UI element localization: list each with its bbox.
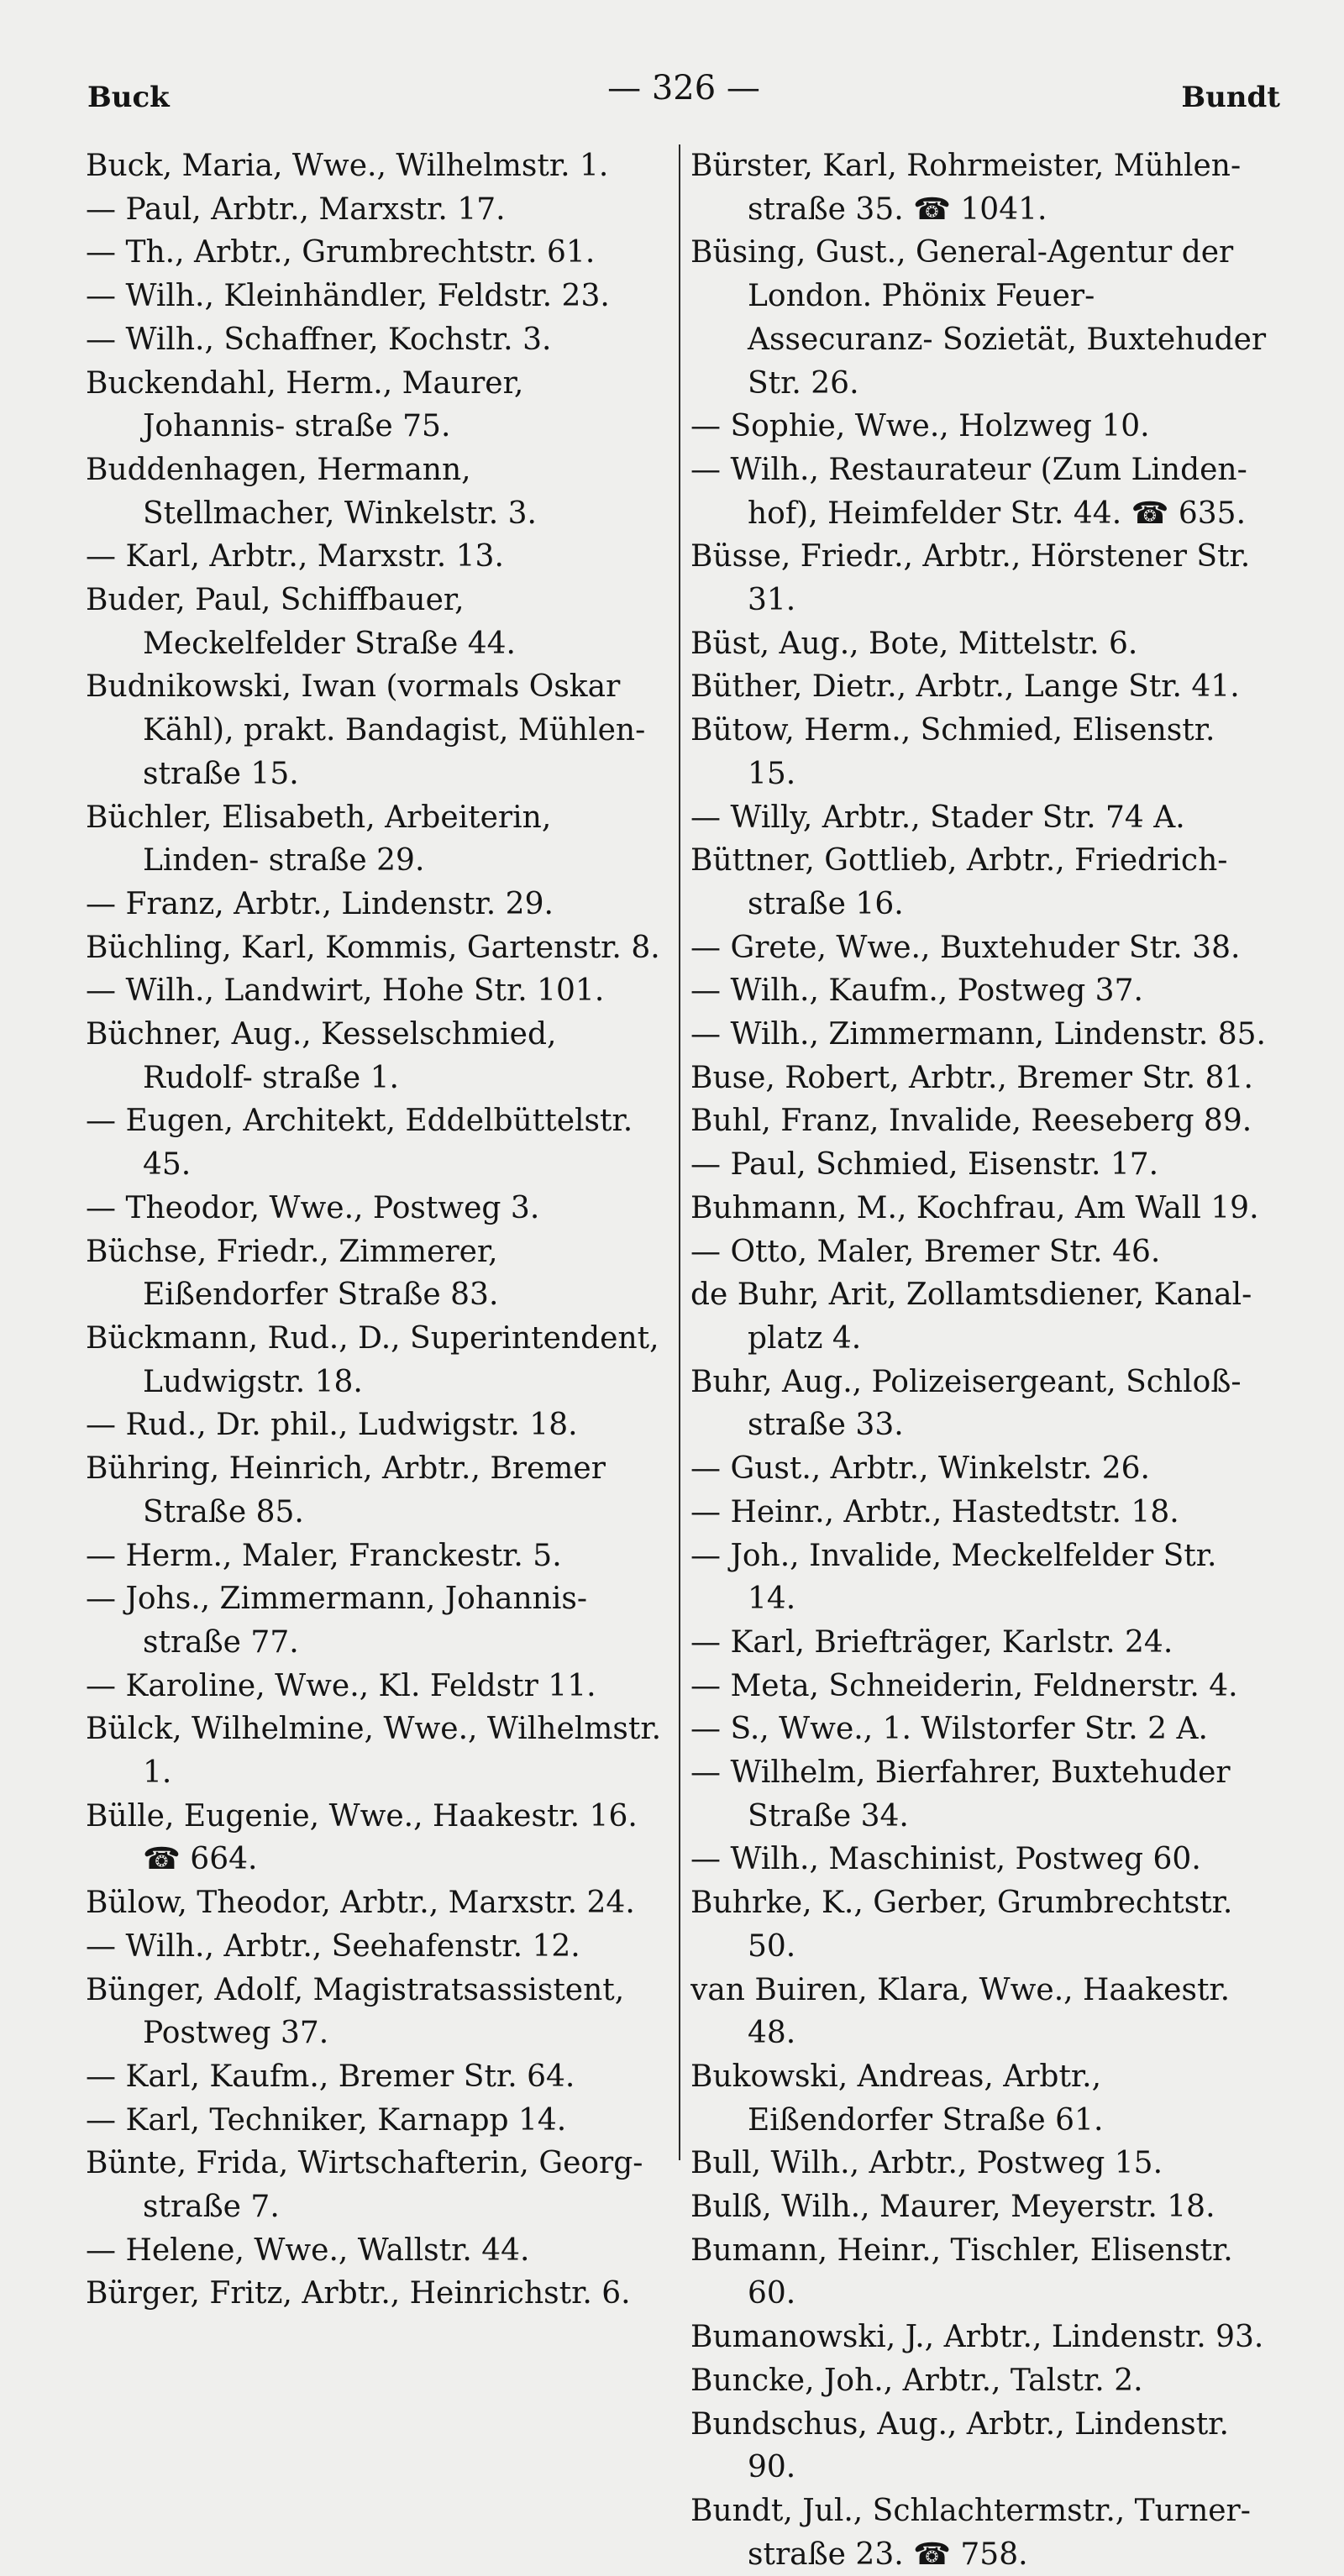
directory-entry: — Grete, Wwe., Buxtehuder Str. 38. [690,930,1241,965]
directory-entry: Bumanowski, J., Arbtr., Lindenstr. 93. [690,2320,1264,2355]
directory-entry: Bülow, Theodor, Arbtr., Marxstr. 24. [86,1886,635,1921]
directory-entry: — Heinr., Arbtr., Hastedtstr. 18. [690,1494,1179,1529]
directory-entry: Buckendahl, Herm., Maurer, Johannis- straße 75. [86,365,524,444]
directory-entry: Bumann, Heinr., Tischler, Elisenstr. 60. [690,2232,1233,2311]
directory-entry: — Sophie, Wwe., Holzweg 10. [690,409,1150,444]
directory-entry: Bukowski, Andreas, Arbtr., Eißendorfer Straße 61. [690,2059,1104,2138]
directory-entry: Bückmann, Rud., D., Superintendent, Ludwigstr. 18. [86,1320,659,1399]
directory-entry: Buhr, Aug., Polizeisergeant, Schloß- straße 33. [690,1364,1242,1443]
page-number: — 326 — [607,69,760,108]
directory-entry: — Otto, Maler, Bremer Str. 46. [690,1234,1161,1269]
directory-entry: Buddenhagen, Hermann, Stellmacher, Winkelstr. 3. [86,452,537,531]
directory-entry: Bülle, Eugenie, Wwe., Haakestr. 16. ☎ 664. [86,1798,638,1877]
directory-entry: Buse, Robert, Arbtr., Bremer Str. 81. [690,1060,1253,1095]
directory-entry: — Joh., Invalide, Meckelfelder Str. 14. [690,1538,1217,1617]
directory-entry: — Karl, Techniker, Karnapp 14. [86,2102,567,2138]
directory-entry: Büttner, Gottlieb, Arbtr., Friedrich- straße 16. [690,843,1228,921]
directory-entry: Büchling, Karl, Kommis, Gartenstr. 8. [86,930,660,965]
directory-entry: Büchner, Aug., Kesselschmied, Rudolf- straße 1. [86,1017,557,1095]
directory-entry: Buder, Paul, Schiffbauer, Meckelfelder Straße 44. [86,583,516,661]
directory-entry: — Johs., Zimmermann, Johannis- straße 77. [86,1582,587,1660]
directory-entry: — S., Wwe., 1. Wilstorfer Str. 2 A. [690,1712,1208,1747]
directory-entry: Büsing, Gust., General-Agentur der London. Phönix Feuer-Assecuranz- Sozietät, Buxtehuder Str. 26. [690,235,1267,401]
page-header [87,69,1280,119]
directory-entry: Bürger, Fritz, Arbtr., Heinrichstr. 6. [86,2276,631,2311]
directory-entry: — Wilh., Kleinhändler, Feldstr. 23. [86,279,610,314]
directory-entry: Bünger, Adolf, Magistratsassistent, Postweg 37. [86,1972,625,2051]
directory-entry: Bull, Wilh., Arbtr., Postweg 15. [690,2146,1163,2181]
directory-entry: de Buhr, Arit, Zollamtsdiener, Kanal- platz 4. [690,1278,1252,1356]
directory-entry: — Wilh., Schaffner, Kochstr. 3. [86,322,552,357]
directory-entry: — Wilh., Landwirt, Hohe Str. 101. [86,973,605,1009]
right-column [690,144,1270,2576]
directory-entry: — Franz, Arbtr., Lindenstr. 29. [86,886,554,921]
directory-entry: — Karl, Kaufm., Bremer Str. 64. [86,2059,575,2094]
directory-entry: Buhrke, K., Gerber, Grumbrechtstr. 50. [690,1886,1233,1964]
directory-entry: — Karl, Arbtr., Marxstr. 13. [86,539,504,574]
directory-entry: — Rud., Dr. phil., Ludwigstr. 18. [86,1408,578,1443]
directory-entry: Bürster, Karl, Rohrmeister, Mühlen- straße 35. ☎ 1041. [690,149,1242,227]
directory-entry: — Helene, Wwe., Wallstr. 44. [86,2232,530,2268]
directory-entry: Bünte, Frida, Wirtschafterin, Georg- straße 7. [86,2146,643,2225]
directory-entry: — Paul, Schmied, Eisenstr. 17. [690,1147,1159,1183]
directory-entry: Bundt, Jul., Schlachtermstr., Turner- straße 23. ☎ 758. [690,2493,1251,2572]
directory-entry: Büchse, Friedr., Zimmerer, Eißendorfer Straße 83. [86,1234,499,1313]
directory-entry: Bulß, Wilh., Maurer, Meyerstr. 18. [690,2190,1215,2225]
directory-entry: Buhl, Franz, Invalide, Reeseberg 89. [690,1104,1252,1139]
header-left-keyword: Buck [87,81,170,114]
directory-entry: — Herm., Maler, Franckestr. 5. [86,1538,562,1573]
directory-entry: — Gust., Arbtr., Winkelstr. 26. [690,1451,1150,1487]
header-right-keyword: Bundt [1181,81,1280,114]
directory-entry: — Theodor, Wwe., Postweg 3. [86,1190,540,1225]
directory-entry: — Wilh., Kaufm., Postweg 37. [690,973,1143,1009]
directory-entry: Buck, Maria, Wwe., Wilhelmstr. 1. [86,149,609,183]
directory-entry: Buhmann, M., Kochfrau, Am Wall 19. [690,1190,1259,1225]
directory-entry: — Meta, Schneiderin, Feldnerstr. 4. [690,1668,1238,1703]
directory-entry: Buncke, Joh., Arbtr., Talstr. 2. [690,2363,1143,2398]
directory-entry: Bühring, Heinrich, Arbtr., Bremer Straße 85. [86,1451,606,1529]
directory-entry: Büther, Dietr., Arbtr., Lange Str. 41. [690,669,1240,705]
directory-entry: — Wilh., Restaurateur (Zum Linden- hof), Heimfelder Str. 44. ☎ 635. [690,452,1247,531]
directory-entry: Bundschus, Aug., Arbtr., Lindenstr. 90. [690,2406,1229,2485]
directory-entry: van Buiren, Klara, Wwe., Haakestr. 48. [690,1972,1231,2051]
directory-entry: Büst, Aug., Bote, Mittelstr. 6. [690,626,1138,661]
directory-entry: — Eugen, Architekt, Eddelbüttelstr. 45. [86,1104,633,1183]
directory-entry: Bülck, Wilhelmine, Wwe., Wilhelmstr. 1. [86,1712,662,1791]
directory-entry: — Wilhelm, Bierfahrer, Buxtehuder Straße 34. [690,1755,1231,1834]
directory-entry: Budnikowski, Iwan (vormals Oskar Kähl), prakt. Bandagist, Mühlen- straße 15. [86,669,646,791]
directory-entry: — Th., Arbtr., Grumbrechtstr. 61. [86,235,596,270]
directory-entry: — Paul, Arbtr., Marxstr. 17. [86,191,506,227]
directory-entry: — Karl, Briefträger, Karlstr. 24. [690,1624,1173,1660]
directory-entry: — Wilh., Zimmermann, Lindenstr. 85. [690,1017,1267,1052]
directory-entry: — Wilh., Arbtr., Seehafenstr. 12. [86,1928,580,1964]
column-divider [679,144,680,2160]
left-column [86,144,665,2316]
directory-entry: — Karoline, Wwe., Kl. Feldstr 11. [86,1668,596,1703]
directory-entry: Büchler, Elisabeth, Arbeiterin, Linden- straße 29. [86,800,552,879]
directory-entry: — Wilh., Maschinist, Postweg 60. [690,1842,1201,1877]
directory-entry: — Willy, Arbtr., Stader Str. 74 A. [690,800,1185,835]
directory-entry: Büsse, Friedr., Arbtr., Hörstener Str. 31. [690,539,1251,618]
directory-entry: Bütow, Herm., Schmied, Elisenstr. 15. [690,713,1215,791]
